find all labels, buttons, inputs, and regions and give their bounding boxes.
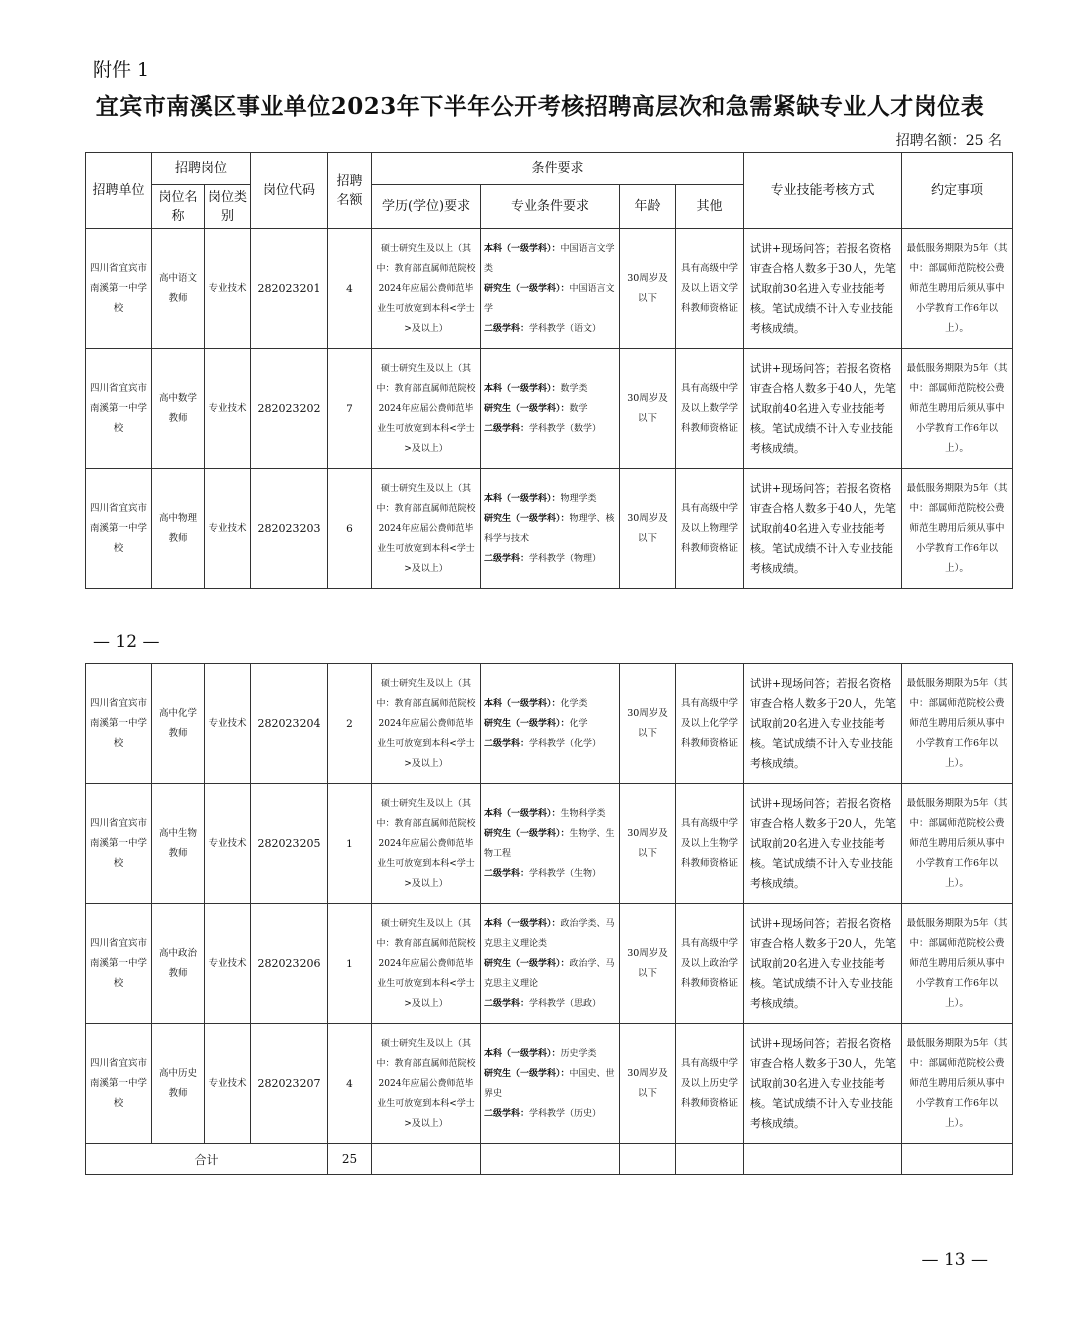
major-level: 研究生（一级学科）： — [484, 828, 570, 839]
post-name-cell: 高中数学教师 — [152, 349, 205, 469]
post-type-cell: 专业技术 — [205, 904, 251, 1024]
table-row — [86, 1024, 1013, 1144]
major-cell — [481, 469, 620, 589]
major-value: 学科教学（数学） — [529, 423, 602, 434]
count-cell: 1 — [328, 904, 372, 1024]
table-row — [86, 664, 1013, 784]
major-line — [484, 489, 616, 509]
edu-cell: 硕士研究生及以上（其中：教育部直属师范院校2024年应届公费师范毕业生可放宽到本科<学士>及以上） — [372, 229, 481, 349]
major-line — [484, 824, 616, 864]
major-value: 历史学类 — [560, 1048, 597, 1059]
agree-cell: 最低服务期限为5年（其中：部属师范院校公费师范生聘用后须从事中小学教育工作6年以上）。 — [902, 904, 1013, 1024]
major-value: 学科教学（生物） — [529, 868, 602, 879]
major-level: 本科（一级学科）： — [484, 383, 561, 394]
major-line — [484, 509, 616, 549]
total-count: 25 — [328, 1144, 372, 1175]
agree-cell: 最低服务期限为5年（其中：部属师范院校公费师范生聘用后须从事中小学教育工作6年以上）。 — [902, 1024, 1013, 1144]
major-line — [484, 734, 616, 754]
table-row — [86, 784, 1013, 904]
col-skill-header: 专业技能考核方式 — [744, 153, 902, 229]
major-level: 本科（一级学科）： — [484, 493, 561, 504]
age-cell: 30周岁及以下 — [620, 229, 676, 349]
major-line — [484, 694, 616, 714]
major-level: 二级学科： — [484, 323, 530, 334]
col-post-name-header: 岗位名称 — [152, 185, 205, 229]
major-line — [484, 279, 616, 319]
post-name-cell: 高中生物教师 — [152, 784, 205, 904]
major-level: 二级学科： — [484, 1108, 530, 1119]
major-level: 本科（一级学科）： — [484, 918, 561, 929]
skill-cell: 试讲+现场问答；若报名资格审查合格人数多于40人，先笔试取前40名进入专业技能考核。笔试成绩不计入专业技能考核成绩。 — [744, 349, 902, 469]
post-type-cell: 专业技术 — [205, 664, 251, 784]
major-value: 政治学类、马克思主义理论类 — [484, 918, 615, 949]
other-cell: 具有高级中学及以上语文学科教师资格证 — [676, 229, 744, 349]
major-value: 化学类 — [560, 698, 588, 709]
total-empty — [372, 1144, 481, 1175]
position-table-page-13 — [85, 663, 1013, 1175]
major-value: 生物科学类 — [560, 808, 606, 819]
edu-cell: 硕士研究生及以上（其中：教育部直属师范院校2024年应届公费师范毕业生可放宽到本科<学士>及以上） — [372, 469, 481, 589]
major-value: 中国史、世界史 — [484, 1068, 615, 1099]
col-code-header: 岗位代码 — [251, 153, 328, 229]
post-name-cell: 高中物理教师 — [152, 469, 205, 589]
col-conditions-header: 条件要求 — [372, 153, 744, 185]
agree-cell: 最低服务期限为5年（其中：部属师范院校公费师范生聘用后须从事中小学教育工作6年以上）。 — [902, 229, 1013, 349]
skill-cell: 试讲+现场问答；若报名资格审查合格人数多于20人，先笔试取前20名进入专业技能考核。笔试成绩不计入专业技能考核成绩。 — [744, 784, 902, 904]
total-label: 合计 — [86, 1144, 328, 1175]
major-cell — [481, 904, 620, 1024]
post-type-cell: 专业技术 — [205, 1024, 251, 1144]
total-empty — [902, 1144, 1013, 1175]
major-level: 研究生（一级学科）： — [484, 403, 570, 414]
major-level: 本科（一级学科）： — [484, 243, 561, 254]
post-type-cell: 专业技术 — [205, 229, 251, 349]
count-cell: 4 — [328, 1024, 372, 1144]
major-level: 研究生（一级学科）： — [484, 283, 570, 294]
major-level: 研究生（一级学科）： — [484, 513, 570, 524]
total-empty — [481, 1144, 620, 1175]
edu-cell: 硕士研究生及以上（其中：教育部直属师范院校2024年应届公费师范毕业生可放宽到本科<学士>及以上） — [372, 784, 481, 904]
unit-cell: 四川省宜宾市南溪第一中学校 — [86, 469, 152, 589]
major-cell — [481, 664, 620, 784]
code-cell: 282023207 — [251, 1024, 328, 1144]
major-line — [484, 399, 616, 419]
col-post-group-header: 招聘岗位 — [152, 153, 251, 185]
table-row — [86, 349, 1013, 469]
major-line — [484, 1044, 616, 1064]
other-cell: 具有高级中学及以上化学学科教师资格证 — [676, 664, 744, 784]
major-line — [484, 714, 616, 734]
major-line — [484, 239, 616, 279]
attachment-label: 附件 1 — [93, 59, 150, 81]
post-name-cell: 高中语文教师 — [152, 229, 205, 349]
major-cell — [481, 229, 620, 349]
major-level: 本科（一级学科）： — [484, 1048, 561, 1059]
unit-cell: 四川省宜宾市南溪第一中学校 — [86, 664, 152, 784]
code-cell: 282023201 — [251, 229, 328, 349]
agree-cell: 最低服务期限为5年（其中：部属师范院校公费师范生聘用后须从事中小学教育工作6年以上）。 — [902, 784, 1013, 904]
code-cell: 282023204 — [251, 664, 328, 784]
major-line — [484, 804, 616, 824]
major-line — [484, 1104, 616, 1124]
col-other-header: 其他 — [676, 185, 744, 229]
major-value: 学科教学（化学） — [529, 738, 602, 749]
major-line — [484, 319, 616, 339]
col-post-type-header: 岗位类别 — [205, 185, 251, 229]
skill-cell: 试讲+现场问答；若报名资格审查合格人数多于20人，先笔试取前20名进入专业技能考核。笔试成绩不计入专业技能考核成绩。 — [744, 664, 902, 784]
col-edu-header: 学历(学位)要求 — [372, 185, 481, 229]
other-cell: 具有高级中学及以上历史学科教师资格证 — [676, 1024, 744, 1144]
post-name-cell: 高中政治教师 — [152, 904, 205, 1024]
age-cell: 30周岁及以下 — [620, 904, 676, 1024]
table-row — [86, 904, 1013, 1024]
other-cell: 具有高级中学及以上生物学科教师资格证 — [676, 784, 744, 904]
unit-cell: 四川省宜宾市南溪第一中学校 — [86, 349, 152, 469]
count-cell: 1 — [328, 784, 372, 904]
major-line — [484, 914, 616, 954]
col-agree-header: 约定事项 — [902, 153, 1013, 229]
unit-cell: 四川省宜宾市南溪第一中学校 — [86, 1024, 152, 1144]
age-cell: 30周岁及以下 — [620, 469, 676, 589]
major-value: 物理学、核科学与技术 — [484, 513, 615, 544]
major-line — [484, 1064, 616, 1104]
major-line — [484, 954, 616, 994]
total-empty — [676, 1144, 744, 1175]
other-cell: 具有高级中学及以上物理学科教师资格证 — [676, 469, 744, 589]
post-type-cell: 专业技术 — [205, 469, 251, 589]
major-level: 本科（一级学科）： — [484, 698, 561, 709]
total-empty — [744, 1144, 902, 1175]
major-value: 数学 — [569, 403, 588, 414]
skill-cell: 试讲+现场问答；若报名资格审查合格人数多于30人，先笔试取前30名进入专业技能考核。笔试成绩不计入专业技能考核成绩。 — [744, 1024, 902, 1144]
major-level: 二级学科： — [484, 998, 530, 1009]
count-cell: 6 — [328, 469, 372, 589]
major-line — [484, 379, 616, 399]
major-value: 生物学、生物工程 — [484, 828, 615, 859]
post-name-cell: 高中历史教师 — [152, 1024, 205, 1144]
major-value: 学科教学（思政） — [529, 998, 602, 1009]
post-name-cell: 高中化学教师 — [152, 664, 205, 784]
unit-cell: 四川省宜宾市南溪第一中学校 — [86, 904, 152, 1024]
total-empty — [620, 1144, 676, 1175]
unit-cell: 四川省宜宾市南溪第一中学校 — [86, 229, 152, 349]
col-count-header: 招聘名额 — [328, 153, 372, 229]
major-level: 研究生（一级学科）： — [484, 718, 570, 729]
page-title: 宜宾市南溪区事业单位2023年下半年公开考核招聘高层次和急需紧缺专业人才岗位表 — [95, 93, 985, 120]
major-cell — [481, 1024, 620, 1144]
edu-cell: 硕士研究生及以上（其中：教育部直属师范院校2024年应届公费师范毕业生可放宽到本科<学士>及以上） — [372, 664, 481, 784]
major-value: 数学类 — [560, 383, 588, 394]
age-cell: 30周岁及以下 — [620, 1024, 676, 1144]
major-level: 本科（一级学科）： — [484, 808, 561, 819]
page-number-12: — 12 — — [93, 632, 160, 652]
major-value: 物理学类 — [560, 493, 597, 504]
major-line — [484, 549, 616, 569]
col-age-header: 年龄 — [620, 185, 676, 229]
other-cell: 具有高级中学及以上政治学科教师资格证 — [676, 904, 744, 1024]
age-cell: 30周岁及以下 — [620, 349, 676, 469]
code-cell: 282023203 — [251, 469, 328, 589]
major-value: 学科教学（语文） — [529, 323, 602, 334]
major-level: 二级学科： — [484, 868, 530, 879]
skill-cell: 试讲+现场问答；若报名资格审查合格人数多于20人，先笔试取前20名进入专业技能考核。笔试成绩不计入专业技能考核成绩。 — [744, 904, 902, 1024]
major-level: 研究生（一级学科）： — [484, 1068, 570, 1079]
unit-cell: 四川省宜宾市南溪第一中学校 — [86, 784, 152, 904]
major-line — [484, 994, 616, 1014]
major-value: 学科教学（物理） — [529, 553, 602, 564]
post-type-cell: 专业技术 — [205, 349, 251, 469]
skill-cell: 试讲+现场问答；若报名资格审查合格人数多于30人，先笔试取前30名进入专业技能考核。笔试成绩不计入专业技能考核成绩。 — [744, 229, 902, 349]
major-cell — [481, 349, 620, 469]
edu-cell: 硕士研究生及以上（其中：教育部直属师范院校2024年应届公费师范毕业生可放宽到本科<学士>及以上） — [372, 349, 481, 469]
major-cell — [481, 784, 620, 904]
post-type-cell: 专业技术 — [205, 784, 251, 904]
major-value: 政治学、马克思主义理论 — [484, 958, 615, 989]
page-number-13: — 13 — — [921, 1250, 988, 1270]
major-line — [484, 864, 616, 884]
code-cell: 282023205 — [251, 784, 328, 904]
agree-cell: 最低服务期限为5年（其中：部属师范院校公费师范生聘用后须从事中小学教育工作6年以上）。 — [902, 349, 1013, 469]
major-value: 化学 — [569, 718, 588, 729]
major-level: 二级学科： — [484, 738, 530, 749]
edu-cell: 硕士研究生及以上（其中：教育部直属师范院校2024年应届公费师范毕业生可放宽到本科<学士>及以上） — [372, 904, 481, 1024]
major-value: 学科教学（历史） — [529, 1108, 602, 1119]
count-cell: 4 — [328, 229, 372, 349]
position-table-page-12 — [85, 152, 1013, 589]
agree-cell: 最低服务期限为5年（其中：部属师范院校公费师范生聘用后须从事中小学教育工作6年以上）。 — [902, 664, 1013, 784]
major-level: 二级学科： — [484, 423, 530, 434]
code-cell: 282023202 — [251, 349, 328, 469]
table-row — [86, 229, 1013, 349]
col-unit-header: 招聘单位 — [86, 153, 152, 229]
count-cell: 7 — [328, 349, 372, 469]
major-line — [484, 419, 616, 439]
edu-cell: 硕士研究生及以上（其中：教育部直属师范院校2024年应届公费师范毕业生可放宽到本科<学士>及以上） — [372, 1024, 481, 1144]
major-level: 研究生（一级学科）： — [484, 958, 570, 969]
skill-cell: 试讲+现场问答；若报名资格审查合格人数多于40人，先笔试取前40名进入专业技能考核。笔试成绩不计入专业技能考核成绩。 — [744, 469, 902, 589]
major-value: 中国语言文学类 — [484, 243, 615, 274]
major-level: 二级学科： — [484, 553, 530, 564]
code-cell: 282023206 — [251, 904, 328, 1024]
table-row — [86, 469, 1013, 589]
agree-cell: 最低服务期限为5年（其中：部属师范院校公费师范生聘用后须从事中小学教育工作6年以上）。 — [902, 469, 1013, 589]
major-value: 中国语言文学 — [484, 283, 615, 314]
quota-label: 招聘名额：25 名 — [895, 133, 1002, 149]
other-cell: 具有高级中学及以上数学学科教师资格证 — [676, 349, 744, 469]
count-cell: 2 — [328, 664, 372, 784]
col-major-header: 专业条件要求 — [481, 185, 620, 229]
age-cell: 30周岁及以下 — [620, 664, 676, 784]
age-cell: 30周岁及以下 — [620, 784, 676, 904]
